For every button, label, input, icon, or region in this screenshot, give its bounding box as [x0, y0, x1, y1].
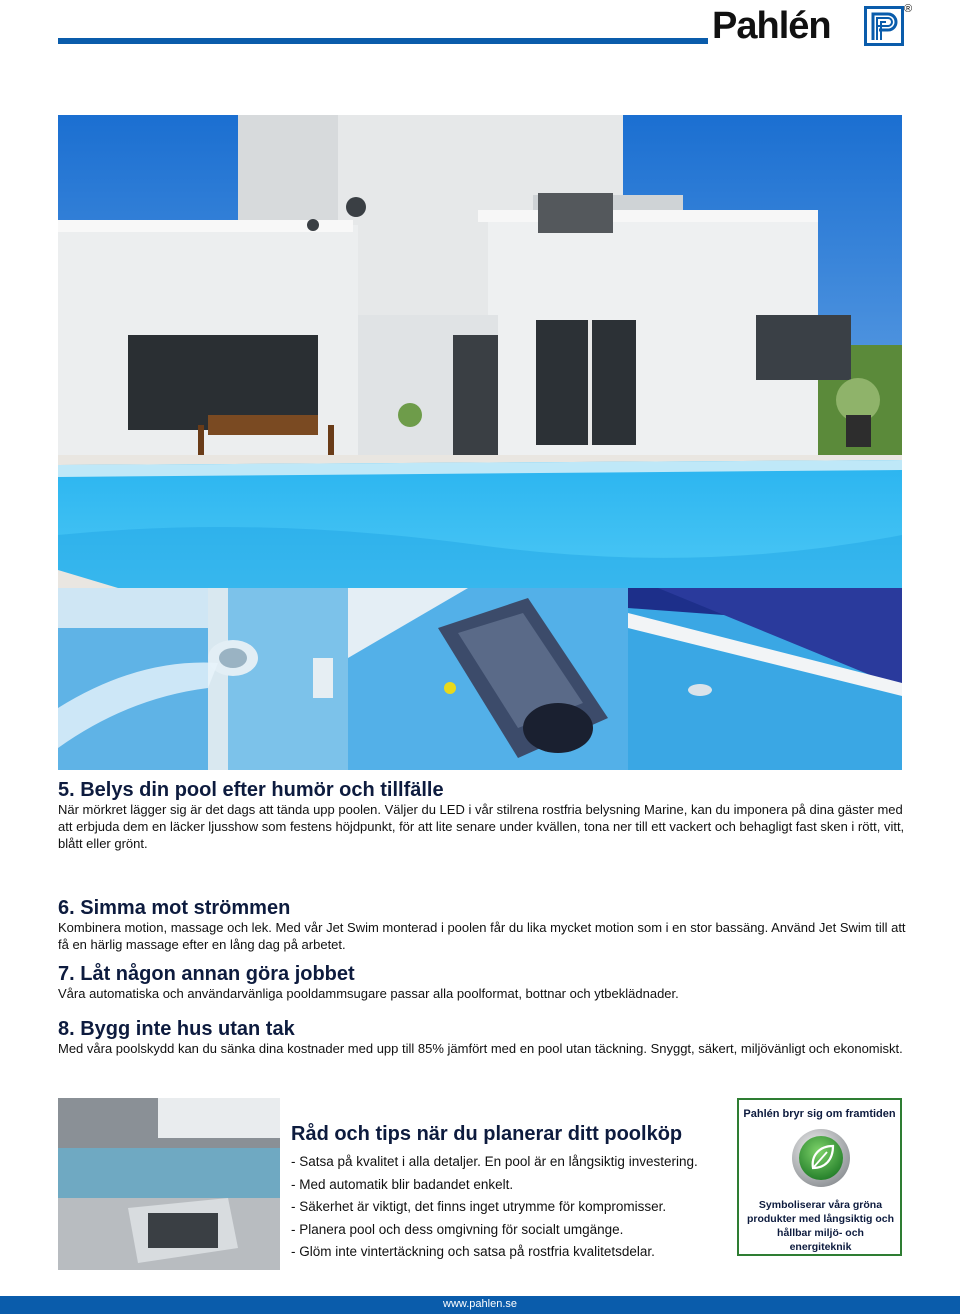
list-item: - Säkerhet är viktigt, det finns inget utrymme för kompromisser. — [291, 1199, 667, 1214]
list-item: - Glöm inte vintertäckning och satsa på rostfria kvalitetsdelar. — [291, 1244, 655, 1259]
section-body: När mörkret lägger sig är det dags att tända upp poolen. Väljer du LED i vår stilrena rostfria belysning Marine, kan du imponera på dina gäster med att erbjuda dem en läcker ljusshow som festens höjdpunkt, för att lite senare under kvällen, tona ner till ett vackert och behagligt fast sken i rött, vitt, blått eller grönt. — [58, 802, 905, 851]
hero-villa-pool-image — [58, 115, 902, 588]
section-title: 7. Låt någon annan göra jobbet — [58, 963, 355, 985]
logo-p-mark-icon — [864, 6, 904, 46]
footer-url: www.pahlen.se — [443, 1298, 517, 1310]
section-title: 5. Belys din pool efter humör och tillfälle — [58, 779, 444, 801]
section-jet-swim — [58, 897, 908, 953]
tips-panel — [291, 1122, 731, 1264]
section-body: Med våra poolskydd kan du sänka dina kostnader med upp till 85% jämfört med en pool utan täckning. Snyggt, säkert, miljövänligt och ekonomiskt. — [58, 1041, 903, 1056]
eco-info-box — [737, 1098, 902, 1256]
eco-heading: Pahlén bryr sig om framtiden — [743, 1108, 896, 1120]
logo-wordmark: Pahlén — [712, 5, 831, 47]
list-item: - Satsa på kvalitet i alla detaljer. En pool är en långsiktig investering. — [291, 1154, 698, 1169]
section-lighting — [58, 779, 908, 852]
section-title: 6. Simma mot strömmen — [58, 897, 291, 919]
jet-swim-image — [58, 588, 348, 770]
list-item: - Planera pool och dess omgivning för socialt umgänge. — [291, 1221, 624, 1237]
footer-bar — [0, 1296, 960, 1314]
pool-cover-image — [628, 588, 902, 770]
pahlen-logo — [712, 4, 912, 48]
header-rule — [58, 38, 708, 44]
tips-list — [291, 1151, 731, 1264]
registered-mark: ® — [904, 3, 913, 15]
section-covers — [58, 1018, 908, 1057]
section-body: Kombinera motion, massage och lek. Med vår Jet Swim monterad i poolen får du lika mycket motion som i en stor bassäng. Använd Jet Swim till att få en härlig massage efter en lång dag på arbetet. — [58, 920, 906, 952]
section-body: Våra automatiska och användarvänliga pooldammsugare passar alla poolformat, bottnar och ytbeklädnader. — [58, 986, 679, 1001]
section-cleaners — [58, 963, 908, 1002]
section-title: 8. Bygg inte hus utan tak — [58, 1018, 295, 1040]
leaf-icon — [791, 1128, 851, 1188]
list-item: - Med automatik blir badandet enkelt. — [291, 1176, 514, 1192]
pool-cleaner-image — [348, 588, 628, 770]
tips-title: Råd och tips när du planerar ditt poolköp — [291, 1123, 683, 1145]
eco-text: Symboliserar våra gröna produkter med långsiktig och hållbar miljö- och energiteknik — [746, 1199, 895, 1253]
indoor-pool-image — [58, 1098, 280, 1270]
